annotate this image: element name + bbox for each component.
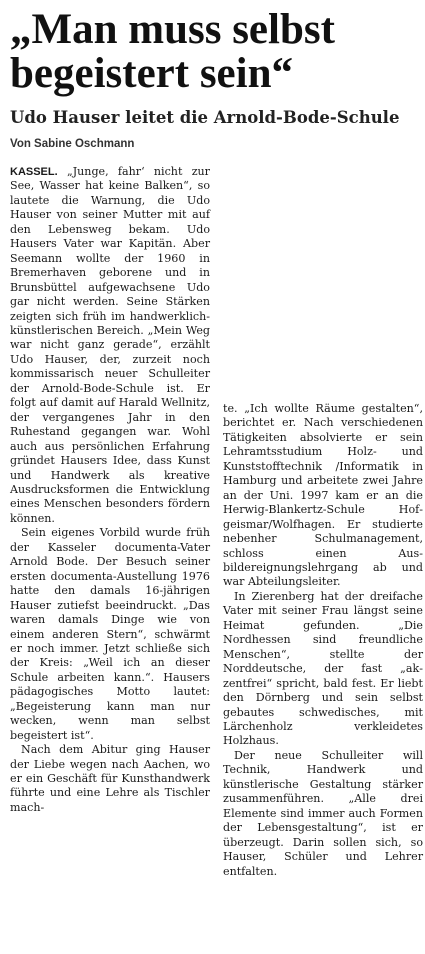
paragraph-1-text: „Junge, fahr‘ nicht zur See, Wasser hat keine Balken“, so lautete die Warnung, die Udo Hauser von seiner Mutter mit auf den Lebensweg bekam. Udo Hausers Vater war Kapitän. Aber Seemann wollte der 1960 in Bremerhaven geborene und in Brunsbüttel aufgewachsene Udo gar nicht werden. Seine Stärken zeigten sich früh im handwerklich-künstlerischen Bereich. „Mein Weg war nicht ganz gerade“, erzählt Udo Hauser, der, zurzeit noch kommissarisch neuer Schulleiter der Arnold-Bode-Schule ist. Er folgt auf damit auf Harald Wellnitz, der vergangenes Jahr in den Ruhestand gegangen war. Wohl auch aus persönlichen Erfahrung gründet Hausers Idee, dass Kunst und Handwerk als kreative Ausdrucksformen die Entwicklung eines Menschen besonders fördern können. bbox=[10, 165, 210, 525]
paragraph-4: te. „Ich wollte Räume gestalten“, berichtet er. Nach verschiedenen Tätigkeiten absolvierte er sein Lehramtsstudium Holz- und Kunststofftechnik /Informatik in Hamburg und arbeitete zwei Jahre an der Uni. 1997 kam er an die Herwig-Blankertz-Schule Hofgeismar/Wolfhagen. Er studierte nebenher Schulmanagement, schloss einen Ausbildereignungslehrgang ab und war Abteilungsleiter. bbox=[223, 402, 423, 589]
paragraph-2: Sein eigenes Vorbild wurde früh der Kasseler documenta-Vater Arnold Bode. Der Besuch seiner ersten documenta-Austellung 1976 hatte den damals 16-jährigen Hauser zutiefst beeindruckt. „Das waren damals Dinge wie von einem anderen Stern“, schwärmt er noch immer. Jetzt schließe sich der Kreis: „Weil ich an dieser Schule arbeiten kann.“. Hausers pädagogisches Motto lautet: „Begeisterung kann man nur wecken, wenn man selbst begeistert ist“. bbox=[10, 526, 210, 742]
dateline: KASSEL. bbox=[10, 166, 58, 178]
headline: „Man muss selbst begeistert sein“ bbox=[10, 6, 335, 97]
paragraph-3: Nach dem Abitur ging Hauser der Liebe wegen nach Aachen, wo er ein Geschäft für Kunsthandwerk führte und eine Lehre als Tischler mach- bbox=[10, 743, 210, 814]
byline: Von Sabine Oschmann bbox=[10, 138, 135, 150]
article-column-left bbox=[10, 165, 210, 815]
article-column-right bbox=[223, 402, 423, 879]
paragraph-6: Der neue Schulleiter will Technik, Handwerk und künstlerische Gestaltung stärker zusammenführen. „Alle drei Elemente sind immer auch Formen der Lebensgestaltung“, ist er überzeugt. Darin sollen sich, so Hauser, Schüler und Lehrer entfalten. bbox=[223, 748, 423, 878]
paragraph-5: In Zierenberg hat der dreifache Vater mit seiner Frau längst seine Heimat gefunden. „Die Nordhessen sind freundliche Menschen“, stellte der Norddeutsche, der fast „akzentfrei“ spricht, bald fest. Er liebt den Dörnberg und sein selbst gebautes schwedisches, mit Lärchenholz verkleidetes Holzhaus. bbox=[223, 589, 423, 748]
paragraph-1 bbox=[10, 165, 210, 526]
subheadline: Udo Hauser leitet die Arnold-Bode-Schule bbox=[10, 108, 400, 127]
